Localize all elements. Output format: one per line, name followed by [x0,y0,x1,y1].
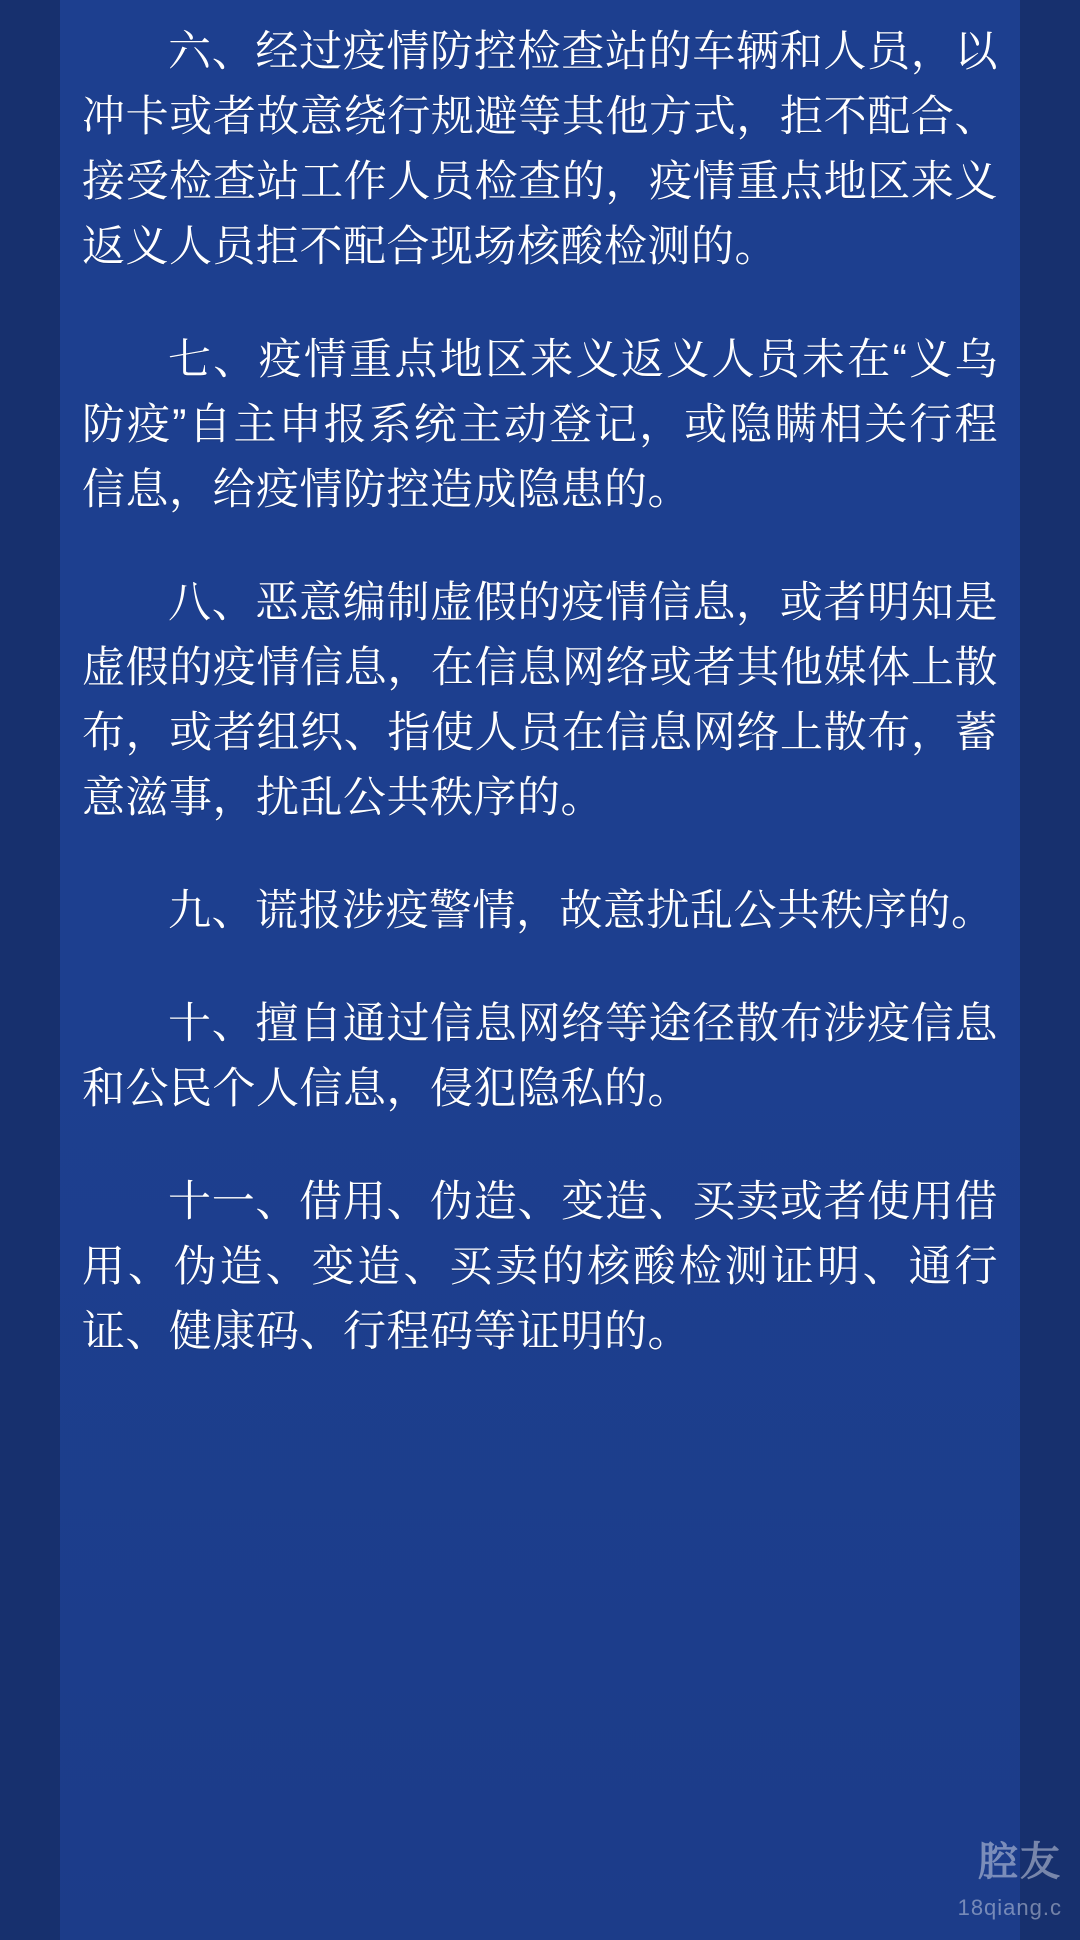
right-margin-rail [1020,0,1080,1940]
paragraph-11: 十一、借用、伪造、变造、买卖或者使用借用、伪造、变造、买卖的核酸检测证明、通行证、健康码、行程码等证明的。 [82,1178,998,1356]
left-margin-rail [0,0,60,1940]
paragraph-10: 十、擅自通过信息网络等途径散布涉疫信息和公民个人信息，侵犯隐私的。 [82,1000,998,1113]
watermark-sub: 18qiang.c [957,1895,1062,1920]
paragraph-9: 九、谎报涉疫警情，故意扰乱公共秩序的。 [168,887,995,935]
watermark [958,1840,1062,1930]
paragraph-6: 六、经过疫情防控检查站的车辆和人员，以冲卡或者故意绕行规避等其他方式，拒不配合、接受检查站工作人员检查的，疫情重点地区来义返义人员拒不配合现场核酸检测的。 [82,28,998,271]
paragraph-7: 七、疫情重点地区来义返义人员未在“义乌防疫”自主申报系统主动登记，或隐瞒相关行程信息，给疫情防控造成隐患的。 [82,336,998,514]
document-body [60,0,1020,1940]
watermark-main: 腔友 [978,1840,1062,1884]
paragraph-8: 八、恶意编制虚假的疫情信息，或者明知是虚假的疫情信息，在信息网络或者其他媒体上散布，或者组织、指使人员在信息网络上散布，蓄意滋事，扰乱公共秩序的。 [82,579,998,822]
